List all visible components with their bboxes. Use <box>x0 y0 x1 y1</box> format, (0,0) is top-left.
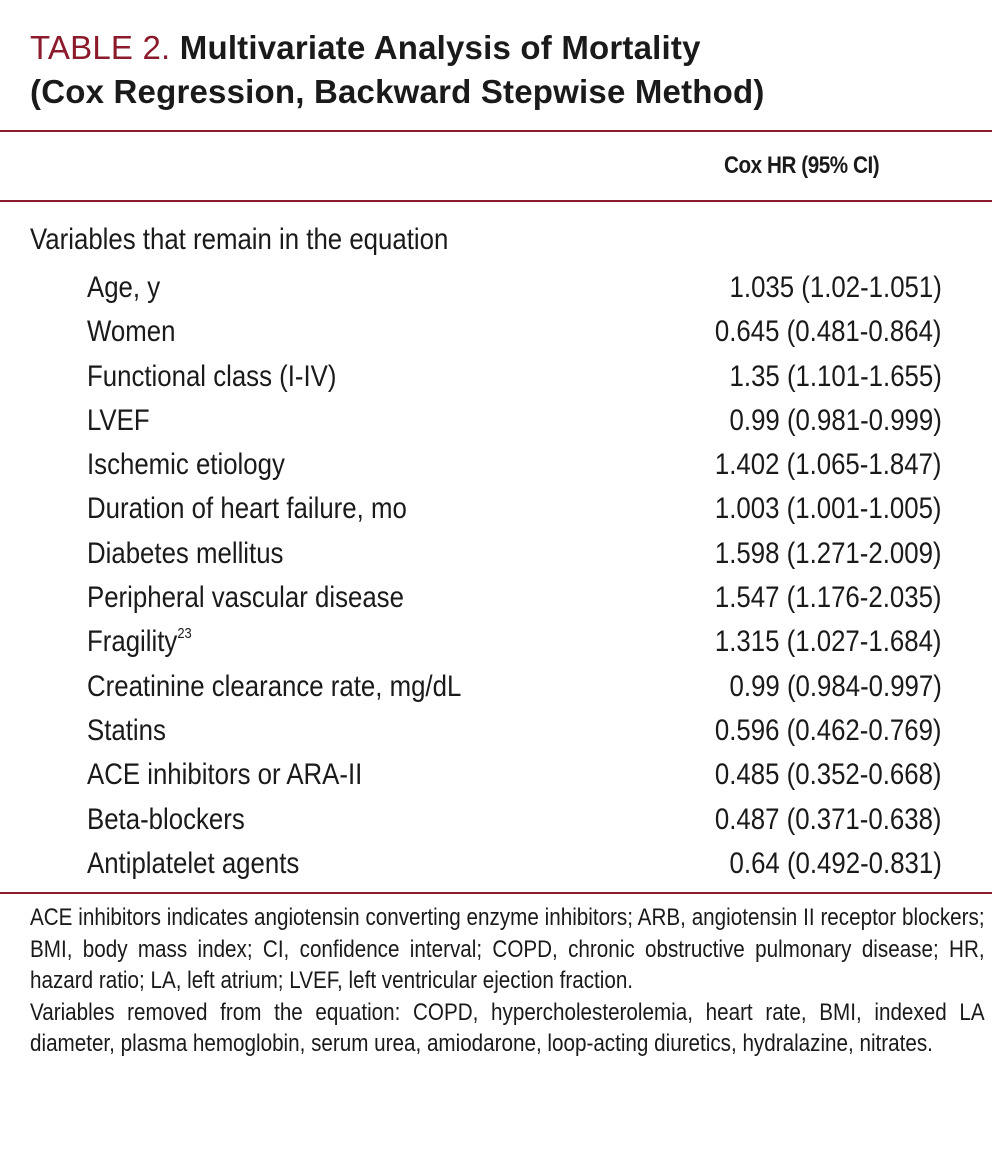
row-hazard-ratio: 0.64 (0.492-0.831) <box>729 846 942 880</box>
table-row <box>30 842 992 886</box>
row-variable: Diabetes mellitus <box>87 536 284 570</box>
reference-superscript: 23 <box>177 625 192 643</box>
row-variable: ACE inhibitors or ARA-II <box>87 758 363 792</box>
row-variable: Peripheral vascular disease <box>87 581 404 615</box>
row-variable: Women <box>87 315 176 349</box>
table-row <box>30 576 992 620</box>
row-variable: Age, y <box>87 271 161 304</box>
table-body <box>30 266 992 886</box>
row-hazard-ratio: 0.645 (0.481-0.864) <box>715 315 942 349</box>
row-hazard-ratio: 1.003 (1.001-1.005) <box>715 492 942 526</box>
table-row <box>30 532 992 576</box>
row-hazard-ratio: 1.035 (1.02-1.051) <box>729 271 942 304</box>
row-hazard-ratio: 0.485 (0.352-0.668) <box>715 758 942 792</box>
table-row <box>30 798 992 842</box>
row-variable: Beta-blockers <box>87 802 245 836</box>
row-variable: Antiplatelet agents <box>87 846 300 880</box>
row-hazard-ratio: 1.598 (1.271-2.009) <box>715 536 942 570</box>
column-header: Cox HR (95% CI) <box>724 152 880 179</box>
row-hazard-ratio: 0.99 (0.981-0.999) <box>729 403 942 437</box>
header-rule <box>0 200 992 202</box>
table-row <box>30 620 992 664</box>
table-label: TABLE 2. <box>30 29 171 66</box>
table-title <box>30 26 992 114</box>
footer-rule <box>0 892 992 894</box>
row-hazard-ratio: 1.547 (1.176-2.035) <box>715 581 942 615</box>
row-variable: Statins <box>87 713 166 747</box>
row-hazard-ratio: 1.315 (1.027-1.684) <box>715 625 942 659</box>
row-hazard-ratio: 0.99 (0.984-0.997) <box>729 669 942 703</box>
table-title-line1: Multivariate Analysis of Mortality <box>179 29 701 66</box>
row-variable: Creatinine clearance rate, mg/dL <box>87 669 462 703</box>
row-hazard-ratio: 0.596 (0.462-0.769) <box>715 713 942 747</box>
table-title-line2: (Cox Regression, Backward Stepwise Method) <box>30 73 765 110</box>
section-heading: Variables that remain in the equation <box>30 223 449 256</box>
row-variable: LVEF <box>87 403 150 437</box>
table-row <box>30 665 992 709</box>
table-row <box>30 709 992 753</box>
table-container <box>30 26 992 1057</box>
row-variable: Fragility$^{23}$ <box>87 625 192 659</box>
table-row <box>30 443 992 487</box>
row-variable: Ischemic etiology <box>87 448 285 482</box>
table-row <box>30 753 992 797</box>
table-row <box>30 487 992 531</box>
row-hazard-ratio: 1.402 (1.065-1.847) <box>715 448 942 482</box>
table-row <box>30 399 992 443</box>
row-hazard-ratio: 1.35 (1.101-1.655) <box>729 359 942 393</box>
footnote-removed-variables: Variables removed from the equation: COPD, hypercholesterolemia, heart rate, BMI, indexed LA diameter, plasma hemoglobin, serum urea, amiodarone, loop-acting diuretics, hydralazine, nitrates. <box>30 998 985 1057</box>
row-variable: Functional class (I-IV) <box>87 359 337 393</box>
title-rule <box>0 130 992 132</box>
footnote-abbreviations: ACE inhibitors indicates angiotensin converting enzyme inhibitors; ARB, angiotensin II receptor blockers; BMI, body mass index; CI, confidence interval; COPD, chronic obstructive pulmonary disease; HR, hazard ratio; LA, left atrium; LVEF, left ventricular ejection fraction. <box>30 904 985 994</box>
table-row <box>30 266 992 310</box>
table-row <box>30 310 992 354</box>
footnotes <box>30 902 985 1060</box>
row-hazard-ratio: 0.487 (0.371-0.638) <box>715 802 942 836</box>
row-variable: Duration of heart failure, mo <box>87 492 407 526</box>
table-row <box>30 355 992 399</box>
